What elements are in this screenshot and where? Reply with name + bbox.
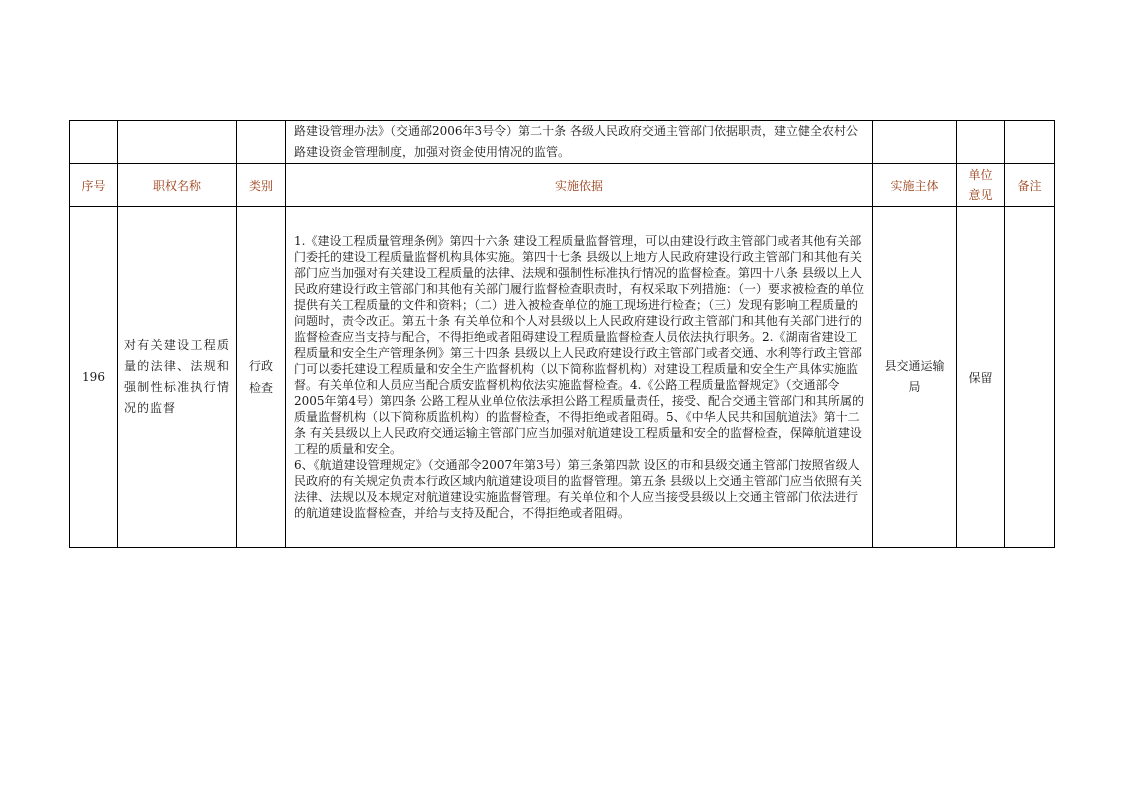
row-name: 对有关建设工程质量的法律、法规和强制性标准执行情况的监督 bbox=[118, 207, 237, 548]
continuation-opinion-cell bbox=[957, 121, 1005, 164]
header-basis: 实施依据 bbox=[286, 164, 873, 207]
row-basis-paragraph: 6、《航道建设管理规定》（交通部令2007年第3号）第三条第四款 设区的市和县级交通主管部门按照省级人民政府的有关规定负责本行政区域内航道建设项目的监督管理。第五条 县级以上交通主管部门应当依照有关法律、法规以及本规定对航道建设实施监督管理。有关单位和个人应当接受县级以上交通主管部门依法进行的航道建设监督检查，并给与支持及配合，不得拒绝或者阻碍。 bbox=[294, 458, 862, 520]
continuation-name-cell bbox=[118, 121, 237, 164]
header-category: 类别 bbox=[237, 164, 286, 207]
continuation-no-cell bbox=[70, 121, 118, 164]
continuation-category-cell bbox=[237, 121, 286, 164]
row-category-line2: 检查 bbox=[248, 381, 273, 395]
row-remark bbox=[1005, 207, 1055, 548]
row-basis-paragraph: 1.《建设工程质量管理条例》第四十六条 建设工程质量监督管理，可以由建设行政主管部门或者其他有关部门委托的建设工程质量监督机构具体实施。第四十七条 县级以上地方人民政府建设行政主管部门和其他有关部门应当加强对有关建设工程质量的法律、法规和强制性标准执行情况的监督检查。第四十八条 县级以上人民政府建设行政主管部门和其他有关部门履行监督检查职责时，有权采取下列措施：（一）要求被检查的单位提供有关工程质量的文件和资料；（二）进入被检查单位的施工现场进行检查；（三）发现有影响工程质量的问题时，责令改正。第五十条 有关单位和个人对县级以上人民政府建设行政主管部门和其他有关部门进行的监督检查应当支持与配合，不得拒绝或者阻碍建设工程质量监督检查人员依法执行职务。2.《湖南省建设工程质量和安全生产管理条例》第三十四条 县级以上人民政府建设行政主管部门或者交通、水利等行政主管部门可以委托建设工程质量和安全生产监督机构（以下简称监督机构）对建设工程质量和安全生产具体实施监督。有关单位和人员应当配合质安监督机构依法实施监督检查。4.《公路工程质量监督规定》（交通部令2005年第4号）第四条 公路工程从业单位依法承担公路工程质量责任，接受、配合交通主管部门和其所属的质量监督机构（以下简称质监机构）的监督检查，不得拒绝或者阻碍。5、《中华人民共和国航道法》第十二条 有关县级以上人民政府交通运输主管部门应当加强对航道建设工程质量和安全的监督检查，保障航道建设工程的质量和安全。 bbox=[294, 234, 865, 456]
header-body: 实施主体 bbox=[873, 164, 957, 207]
table-header bbox=[70, 164, 1055, 207]
header-opinion-line2: 意见 bbox=[968, 188, 993, 202]
header-remark: 备注 bbox=[1005, 164, 1055, 207]
header-no: 序号 bbox=[70, 164, 118, 207]
row-category-line1: 行政 bbox=[248, 359, 273, 373]
continuation-body-cell bbox=[873, 121, 957, 164]
header-name: 职权名称 bbox=[118, 164, 237, 207]
row-basis bbox=[286, 207, 873, 548]
continuation-remark-cell bbox=[1005, 121, 1055, 164]
row-no: 196 bbox=[70, 207, 118, 548]
header-opinion bbox=[957, 164, 1005, 207]
row-category bbox=[237, 207, 286, 548]
continuation-row bbox=[70, 121, 1055, 164]
continuation-basis-cell: 路建设管理办法》（交通部2006年3号令）第二十条 各级人民政府交通主管部门依据职责，建立健全农村公路建设资金管理制度，加强对资金使用情况的监管。 bbox=[286, 121, 873, 164]
row-body: 县交通运输局 bbox=[873, 207, 957, 548]
row-opinion: 保留 bbox=[957, 207, 1005, 548]
header-opinion-line1: 单位 bbox=[968, 168, 993, 182]
table-row bbox=[70, 207, 1055, 548]
authority-table bbox=[69, 120, 1055, 548]
